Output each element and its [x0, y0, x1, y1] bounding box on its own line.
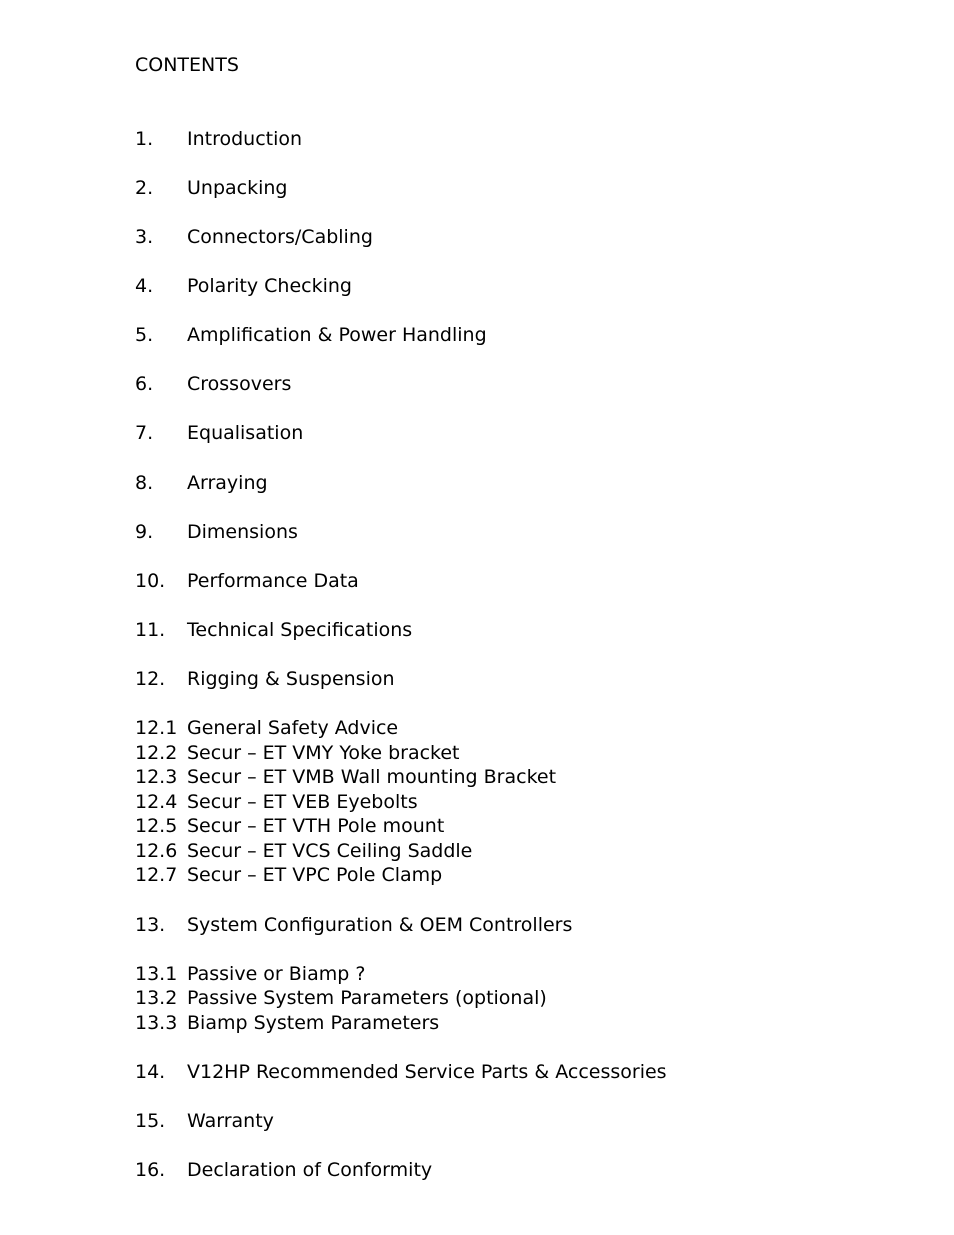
- toc-entry-number: 11.: [135, 619, 166, 641]
- toc-entry-number: 12.4: [135, 791, 178, 813]
- toc-entry-number: 10.: [135, 570, 166, 592]
- toc-entry-title: Secur – ET VEB Eyebolts: [187, 791, 418, 813]
- page-title: CONTENTS: [135, 54, 239, 76]
- toc-entry-title: Introduction: [187, 128, 303, 150]
- toc-entry-number: 13.1: [135, 963, 178, 985]
- toc-entry-title: Secur – ET VMB Wall mounting Bracket: [187, 766, 557, 788]
- toc-entry-number: 5.: [135, 324, 154, 346]
- toc-entry-number: 12.7: [135, 864, 178, 886]
- toc-entry-title: Warranty: [187, 1110, 274, 1132]
- toc-entry-title: System Configuration & OEM Controllers: [187, 914, 573, 936]
- toc-entry-number: 9.: [135, 521, 154, 543]
- toc-entry-number: 6.: [135, 373, 154, 395]
- toc-entry-title: Performance Data: [187, 570, 359, 592]
- toc-entry-title: Arraying: [187, 472, 268, 494]
- toc-entry-number: 3.: [135, 226, 154, 248]
- toc-entry-number: 13.: [135, 914, 166, 936]
- toc-entry-number: 12.6: [135, 840, 178, 862]
- toc-entry-number: 14.: [135, 1061, 166, 1083]
- toc-entry-title: Polarity Checking: [187, 275, 352, 297]
- toc-entry-number: 4.: [135, 275, 154, 297]
- toc-entry-title: Crossovers: [187, 373, 292, 395]
- toc-entry-title: Connectors/Cabling: [187, 226, 373, 248]
- toc-entry-title: Equalisation: [187, 422, 304, 444]
- toc-entry-title: V12HP Recommended Service Parts & Accessories: [187, 1061, 667, 1083]
- toc-entry-number: 15.: [135, 1110, 166, 1132]
- toc-entry-number: 12.3: [135, 766, 178, 788]
- toc-entry-title: Biamp System Parameters: [187, 1012, 440, 1034]
- toc-entry-number: 13.3: [135, 1012, 178, 1034]
- toc-entry-number: 12.5: [135, 815, 178, 837]
- toc-entry-title: Secur – ET VMY Yoke bracket: [187, 742, 460, 764]
- toc-entry-title: Unpacking: [187, 177, 288, 199]
- toc-entry-number: 16.: [135, 1159, 166, 1181]
- toc-entry-number: 12.: [135, 668, 166, 690]
- toc-entry-title: Secur – ET VPC Pole Clamp: [187, 864, 443, 886]
- toc-entry-title: Secur – ET VCS Ceiling Saddle: [187, 840, 473, 862]
- toc-entry-title: Secur – ET VTH Pole mount: [187, 815, 445, 837]
- toc-entry-number: 7.: [135, 422, 154, 444]
- toc-entry-title: Passive System Parameters (optional): [187, 987, 547, 1009]
- toc-entry-title: General Safety Advice: [187, 717, 399, 739]
- toc-entry-number: 1.: [135, 128, 154, 150]
- toc-entry-number: 12.1: [135, 717, 178, 739]
- toc-entry-title: Amplification & Power Handling: [187, 324, 487, 346]
- toc-entry-title: Dimensions: [187, 521, 298, 543]
- toc-entry-number: 12.2: [135, 742, 178, 764]
- toc-entry-title: Declaration of Conformity: [187, 1159, 433, 1181]
- toc-entry-number: 8.: [135, 472, 154, 494]
- toc-entry-title: Rigging & Suspension: [187, 668, 395, 690]
- toc-entry-number: 2.: [135, 177, 154, 199]
- toc-entry-title: Passive or Biamp ?: [187, 963, 366, 985]
- toc-entry-number: 13.2: [135, 987, 178, 1009]
- toc-entry-title: Technical Specifications: [187, 619, 413, 641]
